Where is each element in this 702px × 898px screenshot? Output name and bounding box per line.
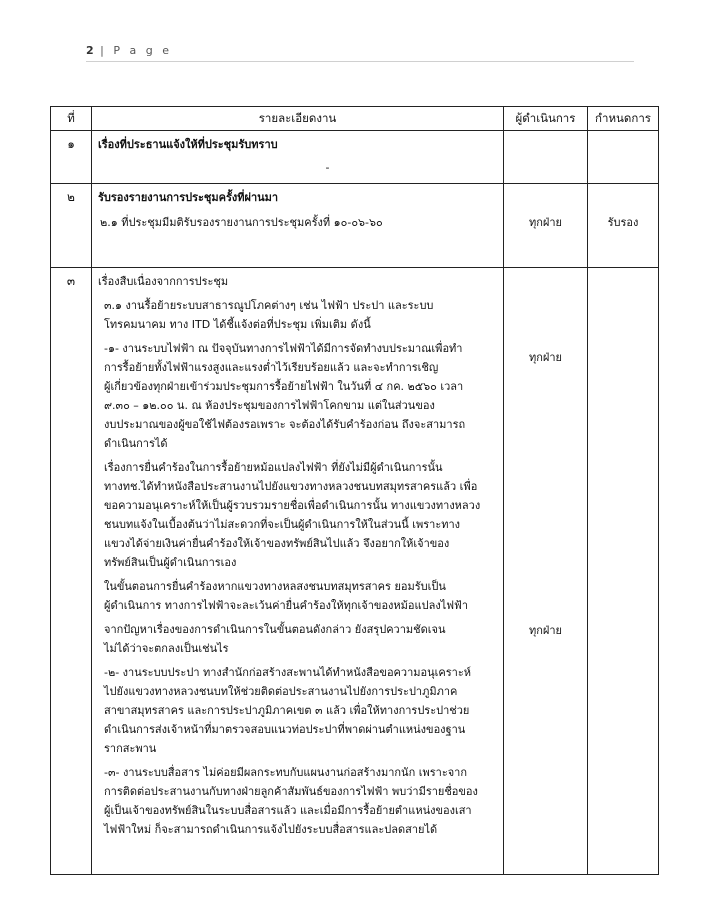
col-header-due: กำหนดการ [588, 107, 659, 131]
page-word: | P a g e [100, 44, 172, 57]
text-line: ไม่ได้ว่าจะตกลงเป็นเช่นไร [104, 642, 229, 655]
paragraph-transformer [98, 458, 497, 572]
text-line: งบประมาณของผู้ขอใช้ไฟต้องรอเพราะ จะต้องได้รับคำร้องก่อน ถึงจะสามารถ [104, 418, 466, 431]
text-line: ไปยังแขวงทางหลวงชนบทให้ช่วยติดต่อประสานงานไปยังการประปาภูมิภาค [104, 685, 458, 698]
col-header-responsible: ผู้ดำเนินการ [504, 107, 588, 131]
text-line: ชนบทแจ้งในเบื้องต้นว่าไม่สะดวกที่จะเป็นผู้ดำเนินการให้ในส่วนนี้ เพราะทาง [104, 518, 461, 531]
table-row [51, 184, 659, 268]
row-number: ๓ [51, 268, 92, 875]
text-line: เรื่องการยื่นคำร้องในการรื้อย้ายหม้อแปลงไฟฟ้า ที่ยังไม่มีผู้ดำเนินการนั้น [104, 461, 443, 474]
text-line: การรื้อย้ายทั้งไฟฟ้าแรงสูงและแรงต่ำไว้เรียบร้อยแล้ว และจะทำการเชิญ [104, 361, 439, 374]
text-line: ทางทช.ได้ทำหนังสือประสานงานไปยังแขวงทางหลวงชนบทสมุทรสาครแล้ว เพื่อ [104, 480, 478, 493]
text-line: ผู้เป็นเจ้าของทรัพย์สินในระบบสื่อสารแล้ว และเมื่อมีการรื้อย้ายตำแหน่งของเสา [104, 804, 472, 817]
agenda-title: เรื่องสืบเนื่องจากการประชุม [98, 275, 229, 288]
row-detail [92, 268, 504, 875]
due-text: รับรอง [607, 216, 639, 229]
text-line: แขวงได้จ่ายเงินค่ายื่นคำร้องให้เจ้าของทรัพย์สินไปแล้ว จึงอยากให้เจ้าของ [104, 537, 450, 550]
text-line: ๓.๑ งานรื้อย้ายระบบสาธารณูปโภคต่างๆ เช่น ไฟฟ้า ประปา และระบบ [104, 299, 434, 312]
text-line: รากสะพาน [104, 742, 157, 755]
text-line: -๒- งานระบบประปา ทางสำนักก่อสร้างสะพานได้ทำหนังสือขอความอนุเคราะห์ [104, 666, 472, 679]
text-line: ทรัพย์สินเป็นผู้ดำเนินการเอง [104, 556, 237, 569]
row-responsible [504, 268, 588, 875]
row-responsible [504, 184, 588, 268]
agenda-item: ๒.๑ ที่ประชุมมีมติรับรองรายงานการประชุมครั้งที่ ๑๐-๐๖-๖๐ [100, 216, 383, 229]
text-line: -๑- งานระบบไฟฟ้า ณ ปัจจุบันทางการไฟฟ้าได้มีการจัดทำงบประมาณเพื่อทำ [104, 342, 463, 355]
header-divider [86, 61, 634, 62]
row-detail [92, 184, 504, 268]
page-number: 2 [86, 44, 94, 57]
agenda-table [50, 106, 659, 875]
text-line: สาขาสมุทรสาคร และการประปาภูมิภาคเขต ๓ แล้ว เพื่อให้ทางการประปาช่วย [104, 704, 470, 717]
row-detail [92, 131, 504, 184]
text-line: ดำเนินการได้ [104, 437, 168, 450]
row-responsible [504, 131, 588, 184]
col-header-detail: รายละเอียดงาน [92, 107, 504, 131]
responsible-text: ทุกฝ่าย [529, 624, 562, 637]
table-row [51, 268, 659, 875]
agenda-title: รับรองรายงานการประชุมครั้งที่ผ่านมา [98, 191, 279, 204]
text-line: การติดต่อประสานงานกับทางฝ่ายลูกค้าสัมพันธ์ของการไฟฟ้า พบว่ามีรายชื่อของ [104, 785, 478, 798]
row-due [588, 131, 659, 184]
paragraph-electricity [98, 339, 497, 453]
paragraph-3-1 [98, 296, 497, 334]
table-row [51, 131, 659, 184]
text-line: ดำเนินการส่งเจ้าหน้าที่มาตรวจสอบแนวท่อประปาที่พาดผ่านตำแหน่งของฐาน [104, 723, 466, 736]
paragraph-water [98, 663, 497, 758]
text-line: ไฟฟ้าใหม่ ก็จะสามารถดำเนินการแจ้งไปยังระบบสื่อสารและปลดสายได้ [104, 823, 438, 836]
table-header-row [51, 107, 659, 131]
text-line: โทรคมนาคม ทาง ITD ได้ชี้แจ้งต่อที่ประชุม เพิ่มเติม ดังนี้ [104, 318, 371, 331]
row-number: ๒ [51, 184, 92, 268]
responsible-text: ทุกฝ่าย [529, 351, 562, 364]
paragraph-petition [98, 577, 497, 615]
text-line: ผู้ดำเนินการ ทางการไฟฟ้าจะละเว้นค่ายื่นคำร้องให้ทุกเจ้าของหม้อแปลงไฟฟ้า [104, 599, 469, 612]
text-line: ผู้เกี่ยวข้องทุกฝ่ายเข้าร่วมประชุมการรื้อย้ายไฟฟ้า ในวันที่ ๔ กค. ๒๕๖๐ เวลา [104, 380, 464, 393]
text-line: -๓- งานระบบสื่อสาร ไม่ค่อยมีผลกระทบกับแผนงานก่อสร้างมากนัก เพราะจาก [104, 766, 468, 779]
agenda-title: เรื่องที่ประธานแจ้งให้ที่ประชุมรับทราบ [98, 138, 278, 151]
text-line: จากปัญหาเรื่องของการดำเนินการในขั้นตอนดังกล่าว ยังสรุปความชัดเจน [104, 623, 446, 636]
paragraph-problem [98, 620, 497, 658]
responsible-text: ทุกฝ่าย [529, 216, 562, 229]
row-due [588, 268, 659, 875]
dash-text: - [325, 161, 330, 174]
text-line: ขอความอนุเคราะห์ให้เป็นผู้รวบรวมรายชื่อเพื่อดำเนินการนั้น ทางแขวงทางหลวง [104, 499, 481, 512]
paragraph-telecom [98, 763, 497, 839]
row-due [588, 184, 659, 268]
col-header-no: ที่ [51, 107, 92, 131]
text-line: ในขั้นตอนการยื่นคำร้องหากแขวงทางหลสงชนบทสมุทรสาคร ยอมรับเป็น [104, 580, 446, 593]
row-number: ๑ [51, 131, 92, 184]
text-line: ๙.๓๐ – ๑๒.๐๐ น. ณ ห้องประชุมของการไฟฟ้าโคกขาม แต่ในส่วนของ [104, 399, 435, 412]
page-header [86, 44, 172, 57]
